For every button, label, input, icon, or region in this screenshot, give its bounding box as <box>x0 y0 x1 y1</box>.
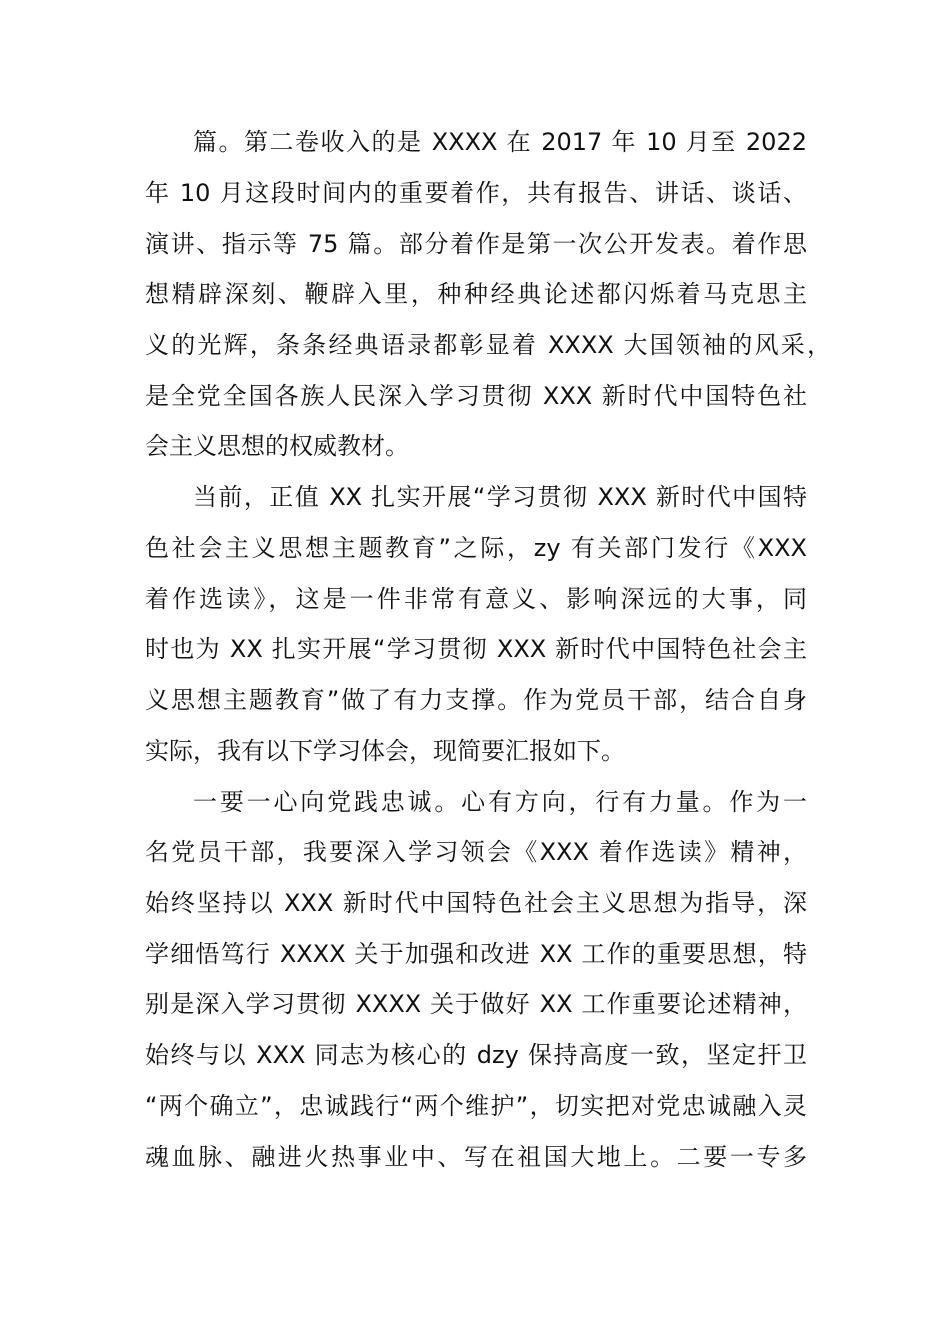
paragraph-2-line-4: 时也为 XX 扎实开展“学习贯彻 XXX 新时代中国特色社会主 <box>145 635 807 664</box>
paragraph-1-line-2: 年 10 月这段时间内的重要着作，共有报告、讲话、谈话、 <box>145 178 807 207</box>
paragraph-1-line-5: 义的光辉，条条经典语录都彰显着 XXXX 大国领袖的风采， <box>145 330 831 359</box>
paragraph-3-line-5: 别是深入学习贯彻 XXXX 关于做好 XX 工作重要论述精神， <box>145 990 807 1019</box>
paragraph-3-line-2: 名党员干部，我要深入学习领会《XXX 着作选读》精神， <box>145 838 807 867</box>
paragraph-1-line-7: 会主义思想的权威教材。 <box>145 432 409 461</box>
paragraph-2-line-2: 色社会主义思想主题教育”之际，zy 有关部门发行《XXX <box>145 533 807 562</box>
paragraph-2-line-3: 着作选读》，这是一件非常有意义、影响深远的大事，同 <box>145 584 807 613</box>
paragraph-1-line-4: 想精辟深刻、鞭辟入里，种种经典论述都闪烁着马克思主 <box>145 280 807 309</box>
paragraph-2-line-6: 实际，我有以下学习体会，现简要汇报如下。 <box>145 736 625 765</box>
paragraph-1-line-6: 是全党全国各族人民深入学习贯彻 XXX 新时代中国特色社 <box>145 381 807 410</box>
paragraph-3-line-7: “两个确立”，忠诚践行“两个维护”，切实把对党忠诚融入灵 <box>145 1091 807 1120</box>
paragraph-3-line-1: 一要一心向党践忠诚。心有方向，行有力量。作为一 <box>193 787 807 816</box>
paragraph-3-line-4: 学细悟笃行 XXXX 关于加强和改进 XX 工作的重要思想，特 <box>145 939 807 968</box>
paragraph-2-line-1: 当前，正值 XX 扎实开展“学习贯彻 XXX 新时代中国特 <box>193 483 807 512</box>
paragraph-3-line-6: 始终与以 XXX 同志为核心的 dzy 保持高度一致，坚定扞卫 <box>145 1041 807 1070</box>
paragraph-2-line-5: 义思想主题教育”做了有力支撑。作为党员干部，结合自身 <box>145 686 807 714</box>
paragraph-3-line-8: 魂血脉、融进火热事业中、写在祖国大地上。二要一专多 <box>145 1142 807 1171</box>
paragraph-1-line-1: 篇。第二卷收入的是 XXXX 在 2017 年 10 月至 2022 <box>193 128 807 156</box>
paragraph-3-line-3: 始终坚持以 XXX 新时代中国特色社会主义思想为指导，深 <box>145 888 807 917</box>
paragraph-1-line-3: 演讲、指示等 75 篇。部分着作是第一次公开发表。着作思 <box>145 229 807 258</box>
